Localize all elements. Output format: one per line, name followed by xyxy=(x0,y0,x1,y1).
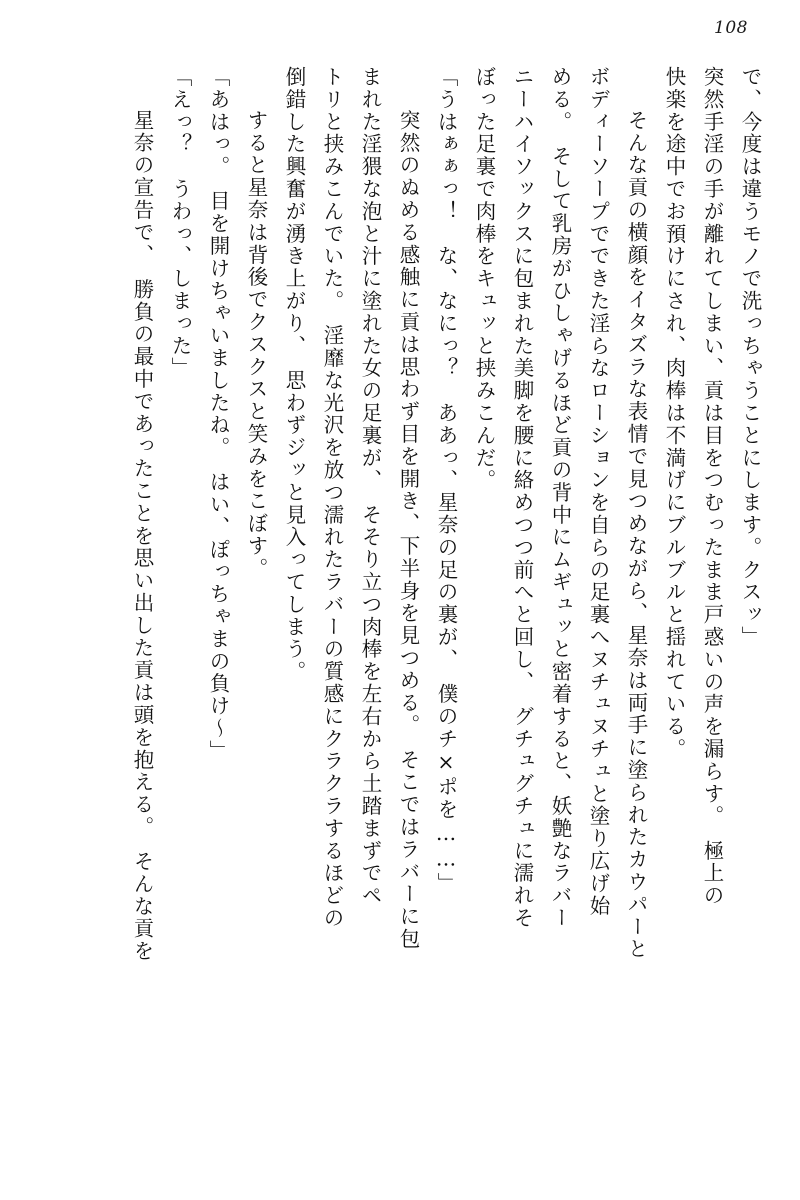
text-line: 「えっ？ うわっ、しまった」 xyxy=(168,66,192,380)
text-line: 「あはっ。 目を開けちゃいましたね。 はい、ぽっちゃまの負け～」 xyxy=(206,66,230,763)
text-line: 星奈の宣告で、 勝負の最中であったことを思い出した貢は頭を抱える。 そんな貢を xyxy=(130,87,154,963)
text-line: ボディーソープでできた淫らなローションを自らの足裏へヌチュヌチュと塗り広げ始 xyxy=(586,66,610,918)
text-line: ニーハイソックスに包まれた美脚を腰に絡めつつ前へと回し、 グチュグチュに濡れそ xyxy=(510,66,534,930)
text-line: める。 そして乳房がひしゃげるほど貢の背中にムギュッと密着すると、妖艶なラバー xyxy=(548,66,572,930)
text-line: まれた淫猥な泡と汁に塗れた女の足裏が、 そそり立つ肉棒を左右から土踏まずでペ xyxy=(358,66,382,907)
vertical-text-block xyxy=(40,66,760,1164)
page-number: 108 xyxy=(714,18,748,38)
text-line: 「うはぁぁっ！ な、なにっ？ ああっ、星奈の足の裏が、 僕のチ×ポを……」 xyxy=(434,66,458,896)
text-line: トリと挟みこんでいた。 淫靡な光沢を放つ濡れたラバーの質感にクラクラするほどの xyxy=(320,66,344,930)
text-line: 突然のぬめる感触に貢は思わず目を開き、下半身を見つめる。 そこではラバーに包 xyxy=(396,87,420,951)
text-line: で、今度は違うモノで洗っちゃうことにします。クスッ」 xyxy=(738,66,762,649)
text-line: 突然手淫の手が離れてしまい、貢は目をつむったまま戸惑いの声を漏らす。 極上の xyxy=(700,66,724,907)
text-line: 快楽を途中でお預けにされ、肉棒は不満げにブルブルと揺れている。 xyxy=(662,66,686,761)
text-line: そんな貢の横顔をイタズラな表情で見つめながら、星奈は両手に塗られたカウパーと xyxy=(624,87,648,961)
text-line: ぼった足裏で肉棒をキュッと挟みこんだ。 xyxy=(472,66,496,492)
text-line: すると星奈は背後でクスクスと笑みをこぼす。 xyxy=(244,87,268,580)
text-line: 倒錯した興奮が湧き上がり、 思わずジッと見入ってしまう。 xyxy=(282,66,306,683)
